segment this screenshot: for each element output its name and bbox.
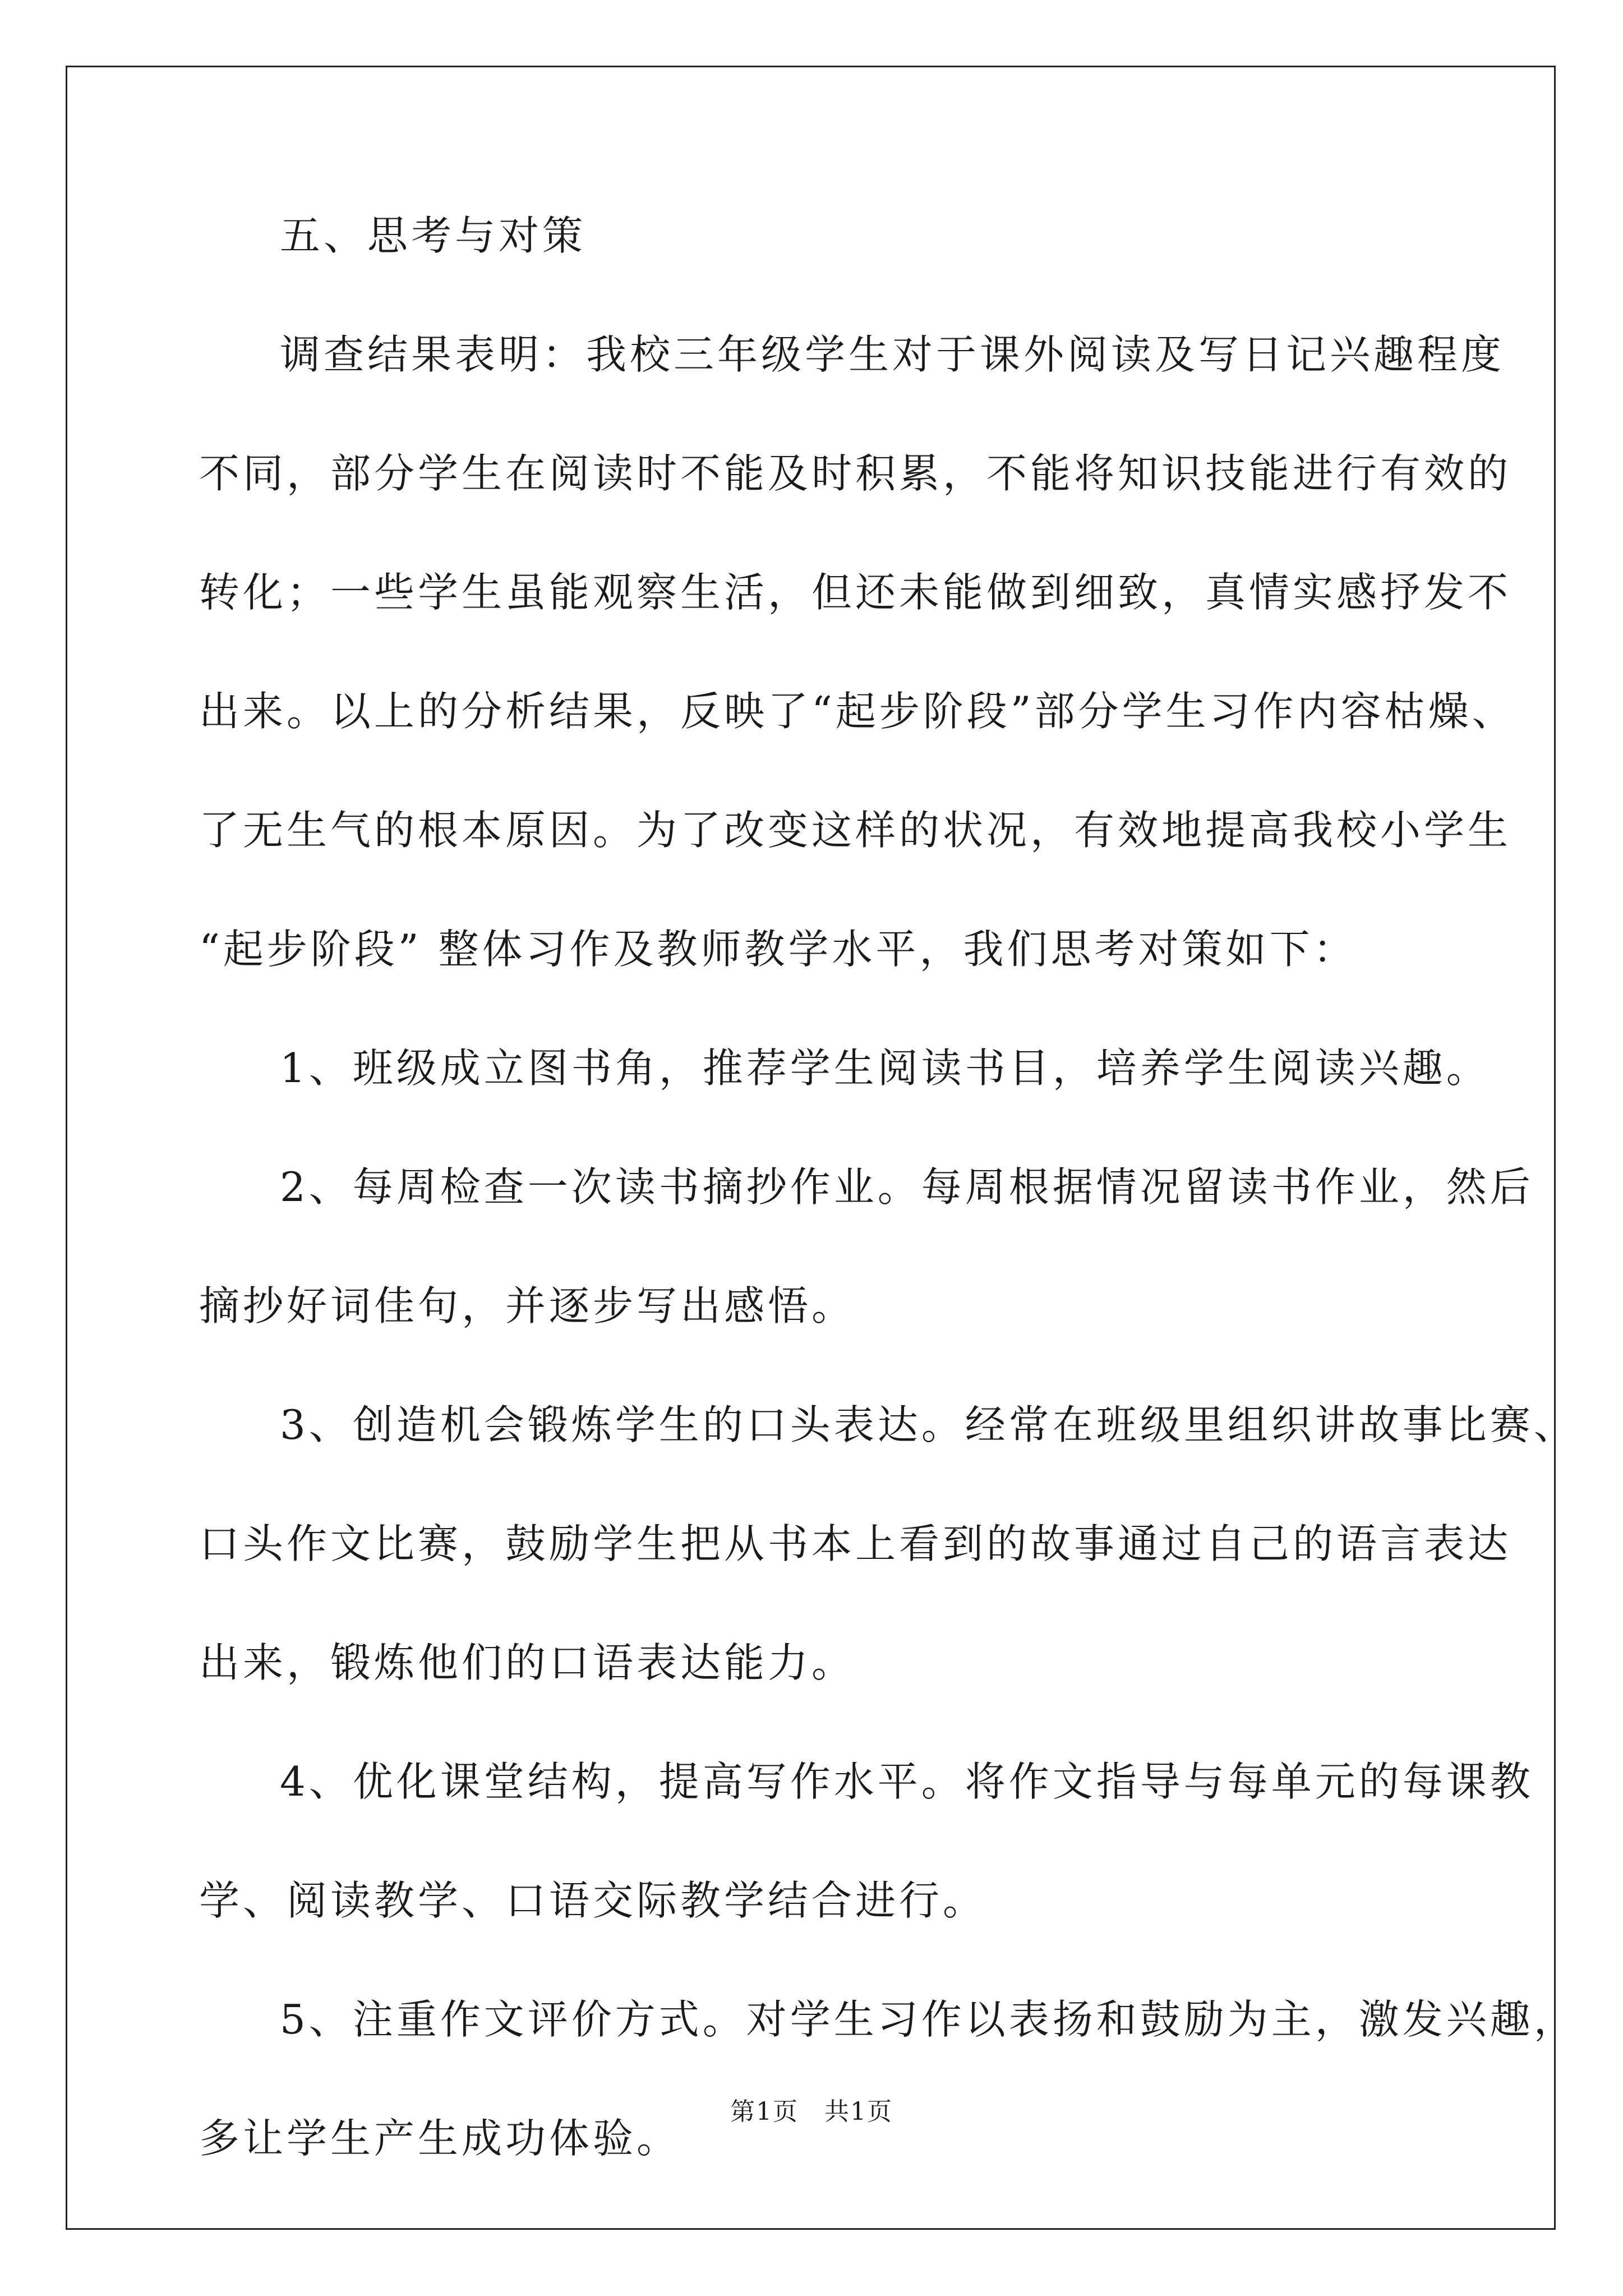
paragraph-line: 调查结果表明：我校三年级学生对于课外阅读及写日记兴趣程度: [280, 331, 1505, 378]
paragraph-line: 不同，部分学生在阅读时不能及时积累，不能将知识技能进行有效的: [199, 450, 1512, 497]
list-item: 2、每周检查一次读书摘抄作业。每周根据情况留读书作业，然后: [280, 1163, 1534, 1211]
list-item: 3、创造机会锻炼学生的口头表达。经常在班级里组织讲故事比赛、: [280, 1401, 1578, 1448]
list-item: 5、注重作文评价方式。对学生习作以表扬和鼓励为主，激发兴趣，: [280, 1996, 1578, 2043]
paragraph-line: 转化；一些学生虽能观察生活，但还未能做到细致，真情实感抒发不: [199, 569, 1512, 616]
paragraph-line: 出来。以上的分析结果，反映了“起步阶段”部分学生习作内容枯燥、: [199, 688, 1516, 735]
list-item-continuation: 学、阅读教学、口语交际教学结合进行。: [199, 1877, 987, 1924]
paragraph-line: “起步阶段” 整体习作及教师教学水平，我们思考对策如下：: [199, 926, 1357, 973]
page-footer: 第1页 共1页: [730, 2097, 893, 2126]
list-item: 1、班级成立图书角，推荐学生阅读书目，培养学生阅读兴趣。: [280, 1045, 1490, 1092]
list-item-continuation: 摘抄好词佳句，并逐步写出感悟。: [199, 1282, 856, 1329]
section-heading: 五、思考与对策: [280, 212, 587, 259]
list-item: 4、优化课堂结构，提高写作水平。将作文指导与每单元的每课教: [280, 1758, 1534, 1805]
list-item-continuation: 出来，锻炼他们的口语表达能力。: [199, 1639, 856, 1686]
list-item-continuation: 多让学生产生成功体验。: [199, 2115, 681, 2162]
list-item-continuation: 口头作文比赛，鼓励学生把从书本上看到的故事通过自己的语言表达: [199, 1520, 1512, 1567]
paragraph-line: 了无生气的根本原因。为了改变这样的状况，有效地提高我校小学生: [199, 807, 1512, 854]
